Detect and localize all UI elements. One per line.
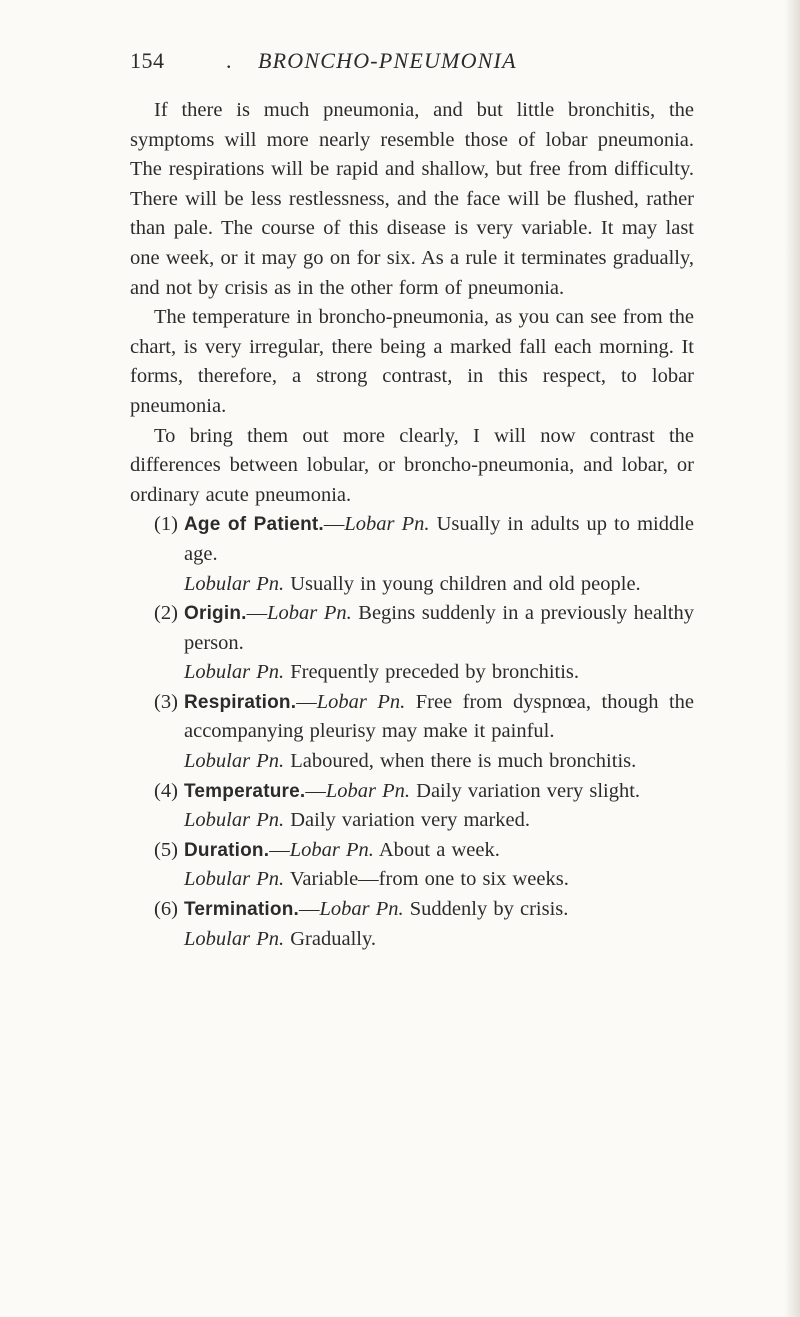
lobar-line [184,836,694,866]
comparison-item-duration [130,836,694,895]
item-heading: Respiration. [184,691,297,713]
lobular-label: Lobular Pn. [184,868,285,891]
item-number: (3) [154,690,178,713]
lobar-line [184,599,694,658]
lobular-line [184,570,694,600]
lobular-line [184,925,694,955]
lobular-label: Lobular Pn. [184,750,285,773]
lobular-line [184,865,694,895]
item-number: (1) [154,513,178,536]
item-heading: Age of Patient. [184,514,324,536]
dash: — [269,838,290,861]
lobar-label: Lobar Pn. [319,898,404,921]
comparison-item-age [130,510,694,599]
lobar-text: Usually in adults up to middle age. [184,513,695,565]
paragraph-2: The temperature in broncho-pneumonia, as you can see from the chart, is very irregular, there being a marked fall each morning. It forms, therefore, a strong contrast, in this respect, to lobar pneumonia. [130,306,694,417]
lobular-text: Daily variation very marked. [290,809,531,832]
item-heading: Origin. [184,603,247,625]
lobar-line [184,777,694,807]
paragraph-1: If there is much pneumonia, and but little bronchitis, the symptoms will more nearly resemble those of lobar pneumonia. The respirations will be rapid and shallow, but free from difficulty. There will be less restlessness, and the face will be flushed, rather than pale. The course of this disease is very variable. It may last one week, or it may go on for six. As a rule it terminates gradually, and not by crisis as in the other form of pneumonia. [130,99,694,299]
lobar-line [184,895,694,925]
header-separator: . [226,48,232,73]
lobular-label: Lobular Pn. [184,661,285,684]
item-number: (5) [154,838,178,861]
lobular-text: Gradually. [290,927,376,950]
lobar-text: Free from dyspnœa, though the accompanying pleurisy may make it painful. [184,690,694,743]
lobular-text: Frequently preceded by bronchitis. [290,661,580,684]
lobar-label: Lobar Pn. [316,690,406,713]
lobular-label: Lobular Pn. [184,927,285,950]
lobular-line [184,806,694,836]
lobular-text: Laboured, when there is much bronchitis. [290,750,637,773]
item-number: (4) [154,779,178,802]
comparison-item-temperature [130,777,694,836]
lobar-label: Lobar Pn. [289,838,374,861]
lobular-line [184,747,694,777]
lobar-text: Begins suddenly in a previously healthy person. [184,602,694,654]
paragraph-3: To bring them out more clearly, I will now contrast the differences between lobular, or broncho-pneumonia, and lobar, or ordinary acute pneumonia. [130,424,694,506]
dash: — [323,513,345,536]
body-text [130,96,694,954]
lobar-label: Lobar Pn. [344,513,430,536]
lobular-label: Lobular Pn. [184,572,285,595]
comparison-item-origin [130,599,694,688]
dash: — [305,779,326,802]
lobar-text: About a week. [378,838,500,861]
running-header [0,48,800,82]
dash: — [246,602,268,625]
lobar-text: Suddenly by crisis. [409,898,569,921]
item-heading: Duration. [184,839,270,861]
item-heading: Temperature. [184,780,306,802]
lobar-label: Lobar Pn. [267,602,352,625]
running-title: BRONCHO-PNEUMONIA [258,48,517,73]
item-number: (2) [154,602,178,625]
lobular-text: Variable—from one to six weeks. [289,868,569,891]
item-number: (6) [154,898,178,921]
lobular-text: Usually in young children and old people. [290,572,641,595]
comparison-item-termination [130,895,694,954]
page-edge-shadow [784,0,800,1317]
lobar-text: Daily variation very slight. [416,779,641,802]
lobular-label: Lobular Pn. [184,809,285,832]
comparison-list [130,510,694,954]
dash: — [299,898,320,921]
item-heading: Termination. [184,899,299,921]
lobar-line [184,688,694,747]
dash: — [296,690,317,713]
comparison-item-respiration [130,688,694,777]
lobar-line [184,510,694,569]
page-number: 154 [130,48,165,73]
lobular-line [184,658,694,688]
lobar-label: Lobar Pn. [325,779,411,802]
